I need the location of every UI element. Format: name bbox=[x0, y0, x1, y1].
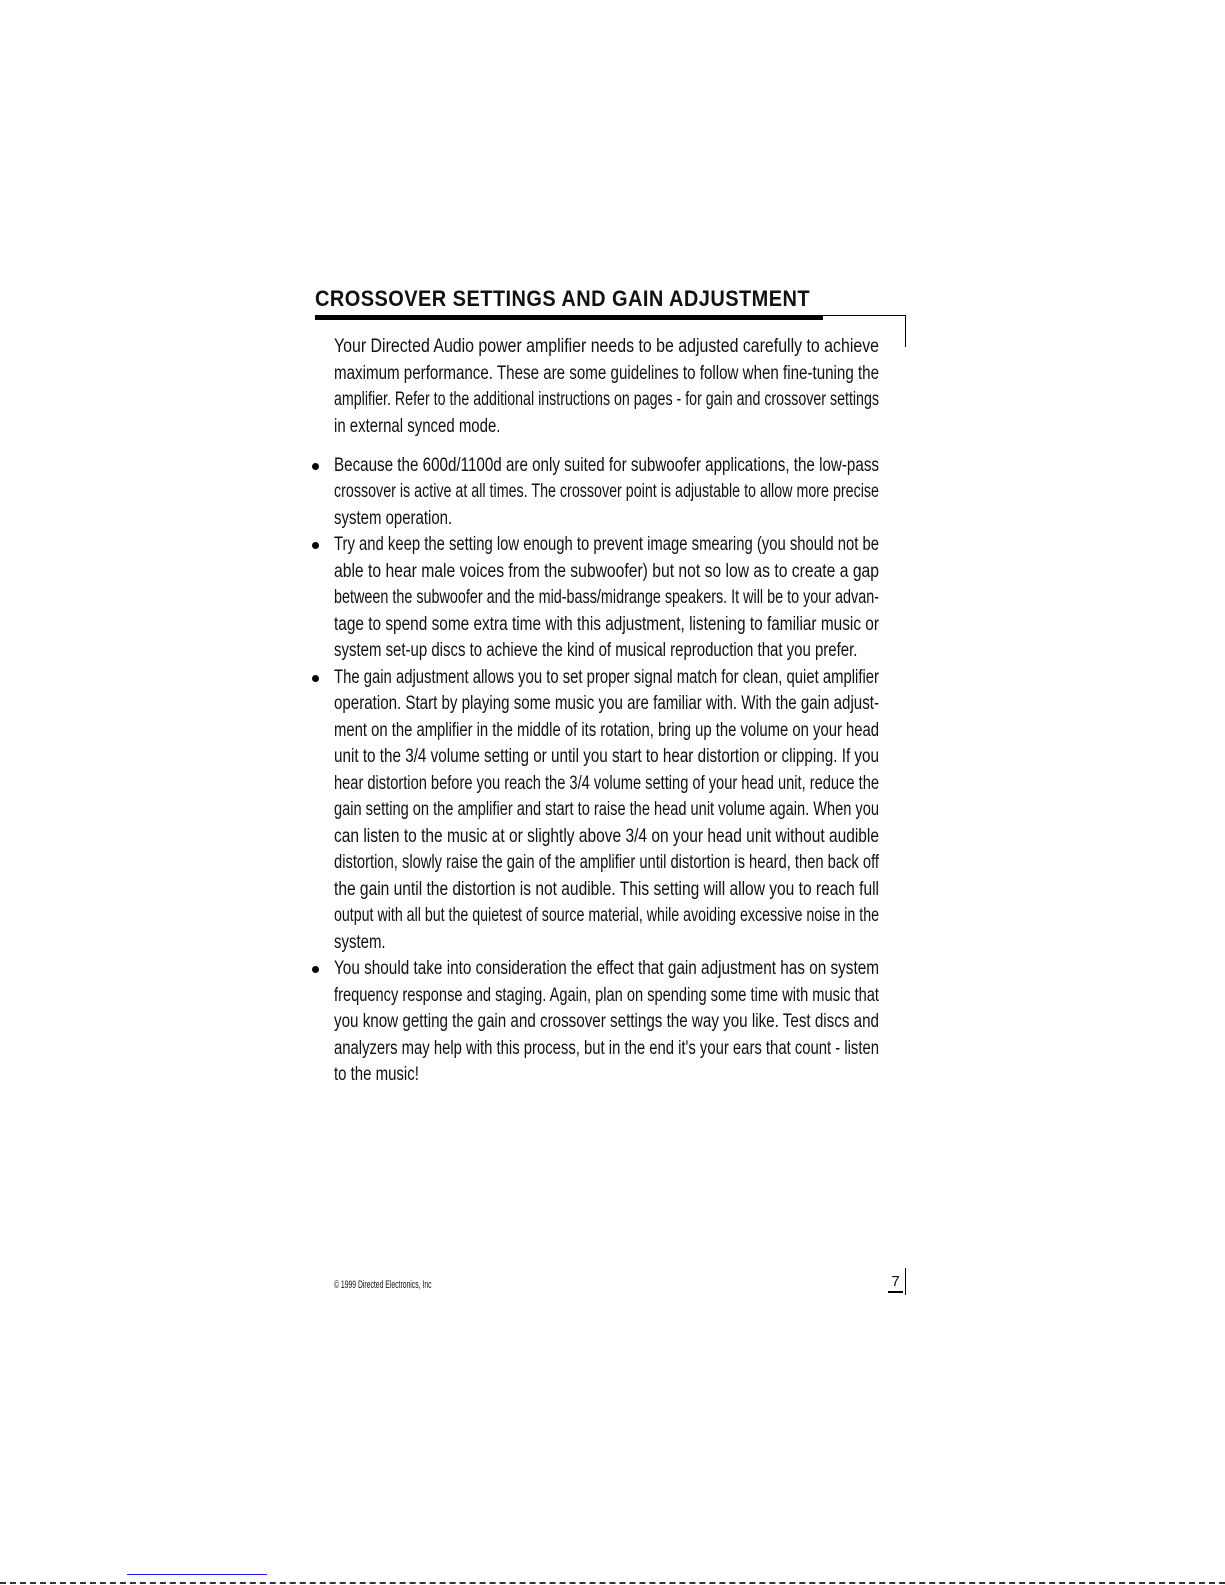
line-text: amplifier. Refer to the additional instructions on pages - for gain and crossover settings bbox=[334, 389, 879, 410]
line-text: system. bbox=[334, 931, 386, 953]
copyright-footer: © 1999 Directed Electronics, Inc bbox=[334, 1279, 432, 1291]
line-text: Your Directed Audio power amplifier needs to be adjusted carefully to achieve bbox=[334, 336, 879, 357]
text-line bbox=[334, 638, 879, 665]
blue-link-underline bbox=[127, 1574, 267, 1575]
text-line bbox=[334, 718, 879, 745]
page-edge-dashed-line bbox=[0, 1582, 1225, 1584]
line-text: system operation. bbox=[334, 507, 453, 529]
text-line bbox=[334, 585, 879, 612]
line-text: can listen to the music at or slightly above 3/4 on your head unit without audible bbox=[334, 825, 879, 847]
line-text: analyzers may help with this process, but in the end it's your ears that count - listen bbox=[334, 1037, 879, 1059]
line-text: unit to the 3/4 volume setting or until you start to hear distortion or clipping. If you bbox=[334, 746, 879, 767]
line-text: Try and keep the setting low enough to prevent image smearing (you should not be bbox=[334, 534, 879, 555]
text-line bbox=[334, 691, 879, 718]
line-text: hear distortion before you reach the 3/4 volume setting of your head unit, reduce the bbox=[334, 772, 879, 794]
line-text: Because the 600d/1100d are only suited for subwoofer applications, the low-pass bbox=[334, 454, 879, 476]
line-text: frequency response and staging. Again, plan on spending some time with music that bbox=[334, 984, 879, 1006]
text-line bbox=[334, 850, 879, 877]
line-text: the gain until the distortion is not audible. This setting will allow you to reach full bbox=[334, 878, 879, 900]
text-line bbox=[334, 361, 879, 388]
text-line bbox=[334, 771, 879, 798]
bullet-icon bbox=[312, 966, 319, 973]
text-line bbox=[334, 1009, 879, 1036]
line-text: output with all but the quietest of source material, while avoiding excessive noise in the bbox=[334, 905, 879, 926]
text-line bbox=[334, 506, 879, 533]
bullet-item-line bbox=[334, 665, 879, 692]
text-line bbox=[334, 744, 879, 771]
text-line bbox=[334, 1036, 879, 1063]
heading-rule-corner bbox=[905, 315, 906, 347]
bullet-icon bbox=[312, 463, 319, 470]
line-text: able to hear male voices from the subwoofer) but not so low as to create a gap bbox=[334, 560, 879, 582]
line-text: in external synced mode. bbox=[334, 415, 501, 437]
text-line bbox=[334, 387, 879, 414]
line-text: You should take into consideration the effect that gain adjustment has on system bbox=[334, 958, 879, 979]
line-text: distortion, slowly raise the gain of the amplifier until distortion is heard, then back off bbox=[334, 852, 879, 873]
heading-rule bbox=[315, 315, 906, 316]
text-line bbox=[334, 824, 879, 851]
bullet-item-line bbox=[334, 956, 879, 983]
line-text: The gain adjustment allows you to set proper signal match for clean, quiet amplifier bbox=[334, 666, 879, 688]
line-text: crossover is active at all times. The crossover point is adjustable to allow more precise bbox=[334, 481, 879, 502]
text-line bbox=[334, 559, 879, 586]
bullet-icon bbox=[312, 542, 319, 549]
text-line bbox=[334, 903, 879, 930]
line-text: system set-up discs to achieve the kind of musical reproduction that you prefer. bbox=[334, 640, 858, 661]
text-line bbox=[334, 877, 879, 904]
text-line bbox=[334, 414, 879, 441]
text-line bbox=[334, 334, 879, 361]
text-line bbox=[334, 479, 879, 506]
text-line bbox=[334, 612, 879, 639]
bullet-icon bbox=[312, 675, 319, 682]
text-line bbox=[334, 797, 879, 824]
page-number: 7 bbox=[888, 1272, 903, 1293]
body-text bbox=[334, 334, 879, 1089]
page-number-rule bbox=[905, 1268, 906, 1295]
line-text: ment on the amplifier in the middle of its rotation, bring up the volume on your head bbox=[334, 719, 879, 741]
line-text: operation. Start by playing some music you are familiar with. With the gain adjust- bbox=[334, 693, 879, 714]
text-line bbox=[334, 930, 879, 957]
line-text: maximum performance. These are some guidelines to follow when fine-tuning the bbox=[334, 362, 879, 384]
bullet-item-line bbox=[334, 453, 879, 480]
line-text: gain setting on the amplifier and start to raise the head unit volume again. When you bbox=[334, 799, 879, 820]
text-line bbox=[334, 983, 879, 1010]
line-text: you know getting the gain and crossover settings the way you like. Test discs and bbox=[334, 1011, 879, 1032]
line-text: between the subwoofer and the mid-bass/midrange speakers. It will be to your advan- bbox=[334, 587, 879, 608]
bullet-item-line bbox=[334, 532, 879, 559]
line-text: tage to spend some extra time with this adjustment, listening to familiar music or bbox=[334, 613, 879, 635]
text-line bbox=[334, 1062, 879, 1089]
line-text: to the music! bbox=[334, 1064, 419, 1085]
section-heading: CROSSOVER SETTINGS AND GAIN ADJUSTMENT bbox=[315, 286, 810, 311]
